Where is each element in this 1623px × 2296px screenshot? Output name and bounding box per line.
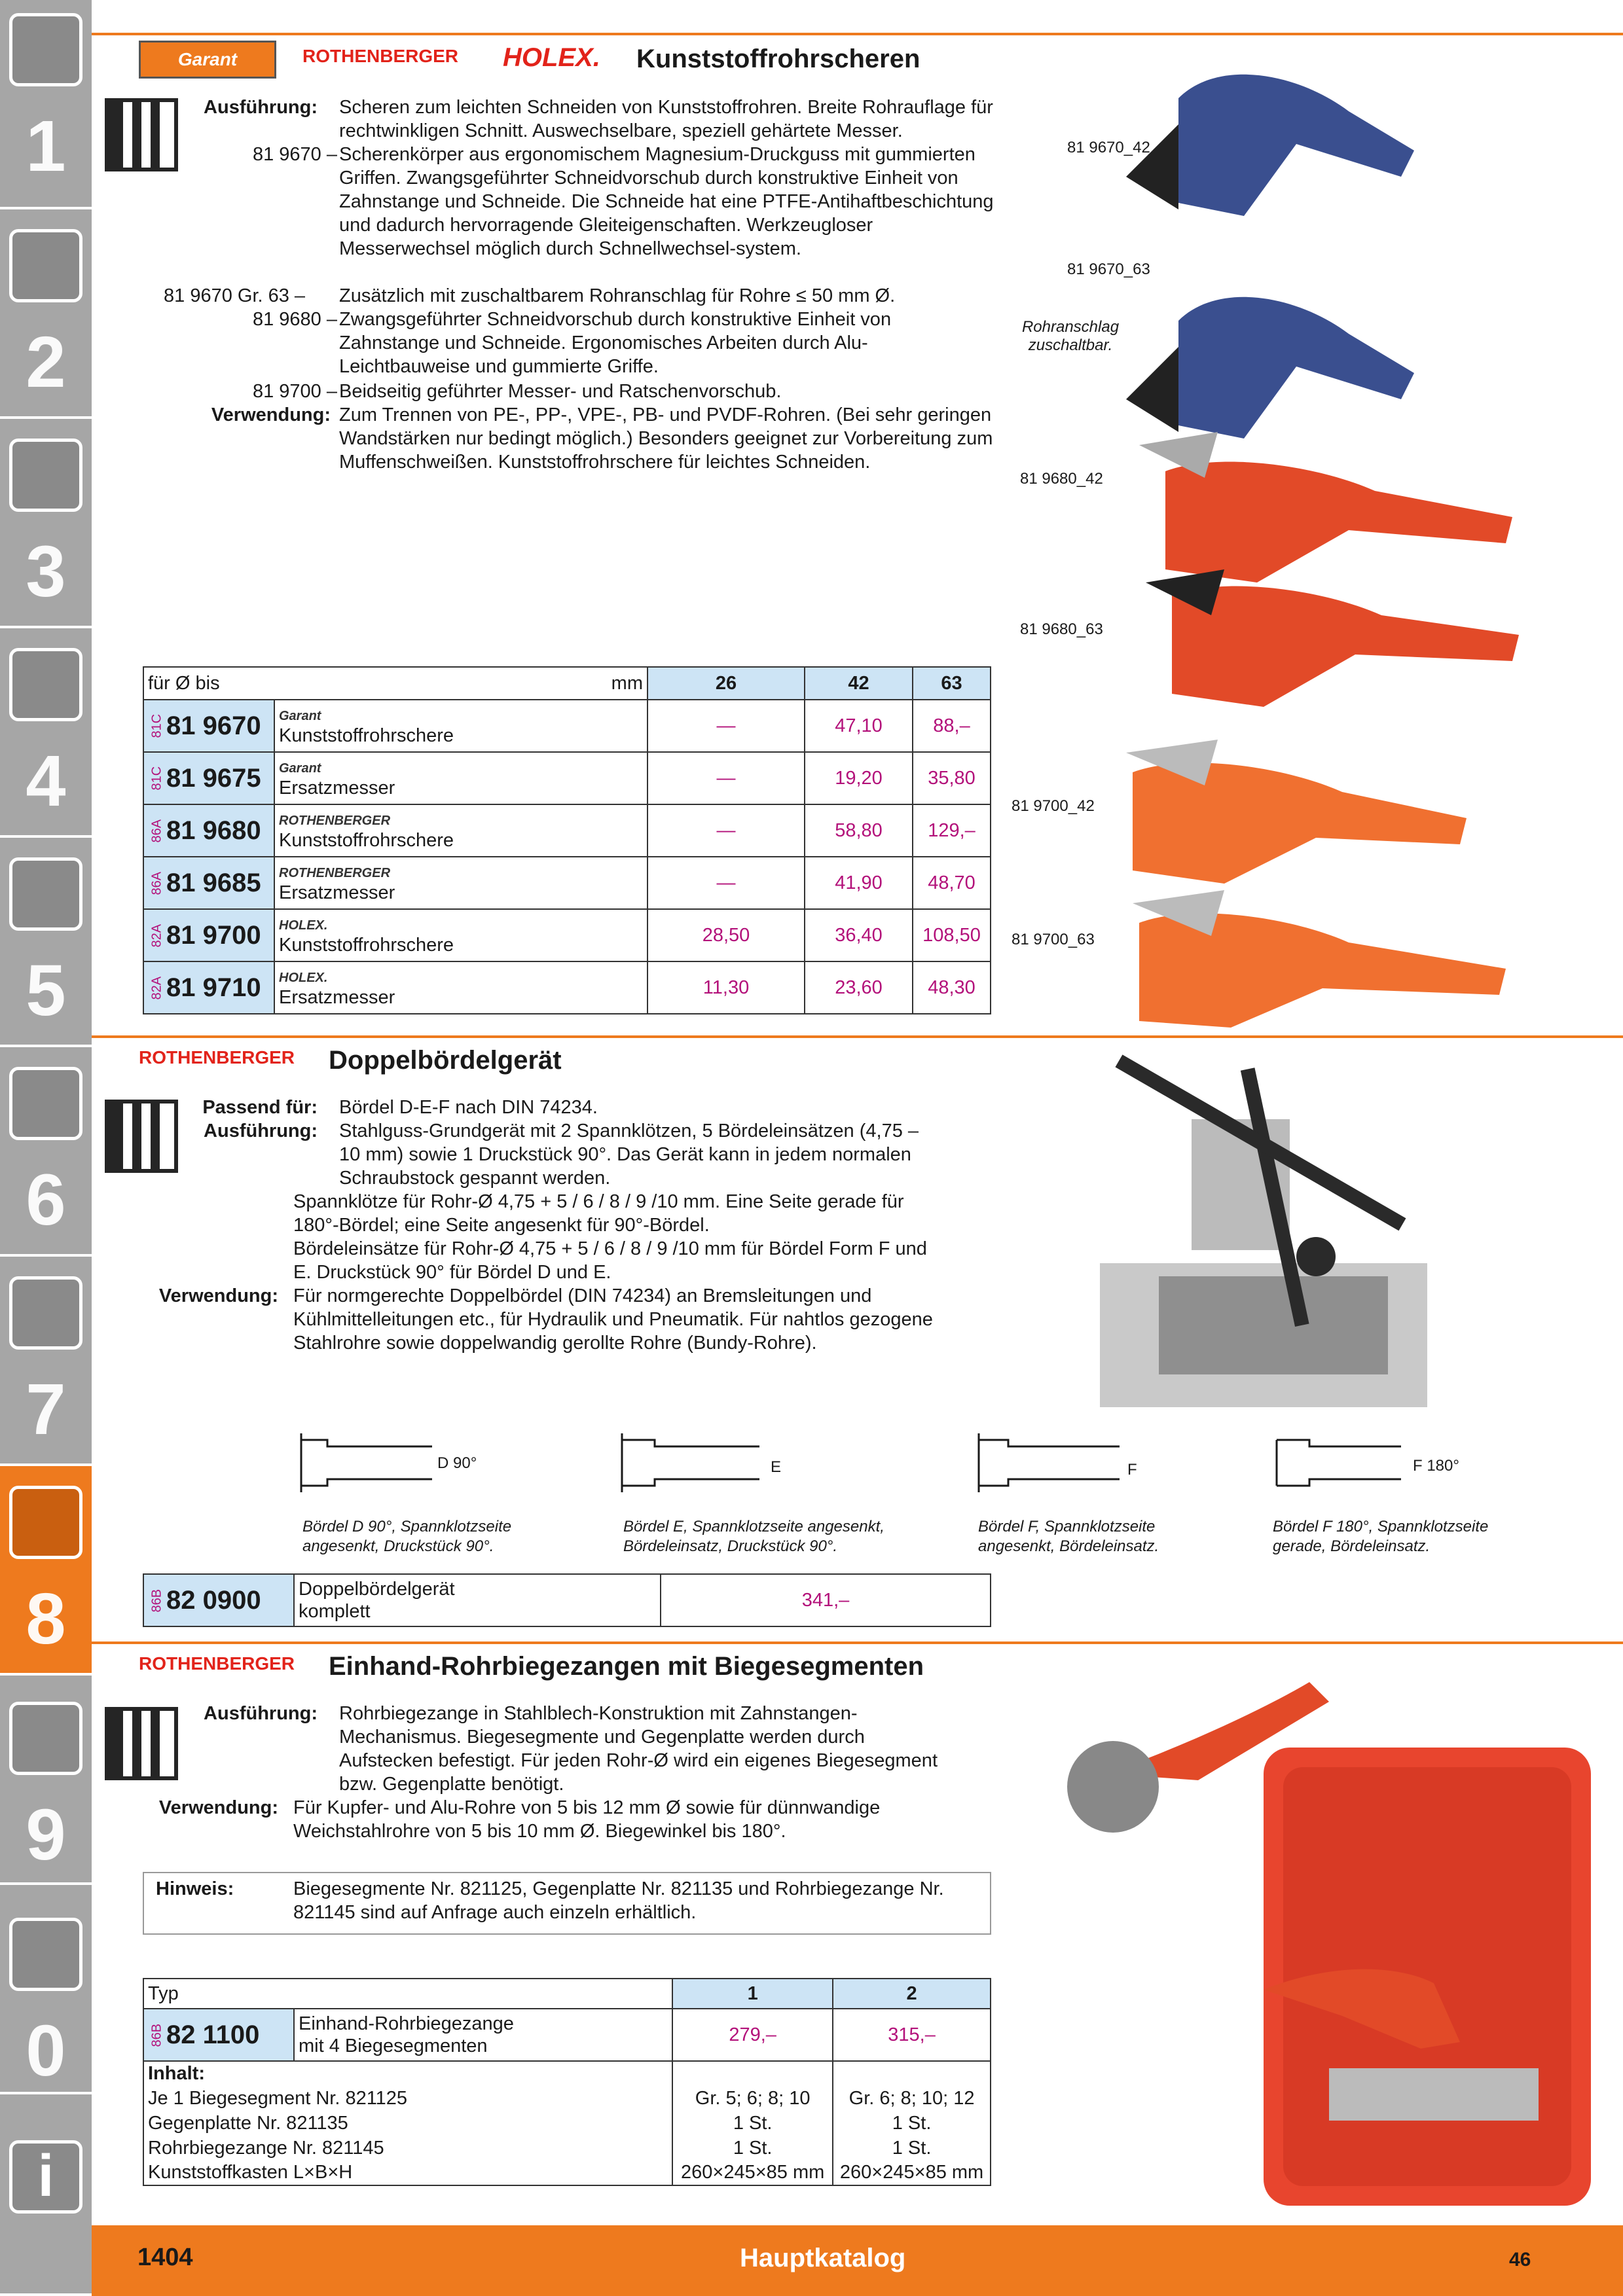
- name-line: Ersatzmesser: [279, 987, 395, 1008]
- flare-caption-f180: [1273, 1517, 1488, 1556]
- text-boerdeleinsaetze: Bördeleinsätze für Rohr-Ø 4,75 + 5 / 6 / 8 / 9 /10 mm für Bördel Form F und E. Druckstück 90° für Bördel D und E.: [293, 1238, 927, 1283]
- bender-price-table: [143, 1978, 991, 2186]
- contents-value: 1 St.: [672, 2136, 833, 2161]
- img-label-819680-63: 81 9680_63: [1020, 620, 1103, 638]
- price-group-tag: 82A: [149, 924, 164, 948]
- table-row[interactable]: [143, 752, 991, 804]
- price-cell: —: [647, 700, 805, 752]
- price-cell: 279,–: [672, 2009, 833, 2061]
- img-label-819700-63: 81 9700_63: [1012, 931, 1095, 948]
- price-cell: 129,–: [913, 804, 991, 857]
- caption-line: angesenkt, Druckstück 90°.: [302, 1537, 494, 1555]
- text-819700: Beidseitig geführter Messer- und Ratschenvorschub.: [339, 381, 782, 402]
- label-hinweis: Hinweis:: [156, 1878, 234, 1899]
- chapter-tab-6[interactable]: 6: [0, 1047, 92, 1257]
- img-label-819670-42: 81 9670_42: [1067, 139, 1150, 156]
- tool-holder-icon: [9, 439, 82, 512]
- empty-cell: [833, 2061, 991, 2086]
- text-hinweis: Biegesegmente Nr. 821125, Gegenplatte Nr. 821135 und Rohrbiegezange Nr. 821145 sind auf Anfrage auch einzeln erhältlich.: [293, 1878, 944, 1923]
- brand-logo: HOLEX.: [279, 971, 328, 985]
- article-number: 81 9710: [166, 973, 261, 1002]
- safety-goggles-icon: [9, 1918, 82, 1991]
- label-ausfuehrung: Ausführung:: [204, 97, 318, 118]
- name-line: Einhand-Rohrbiegezange: [299, 2013, 514, 2034]
- text-spannkloetze: Spannklötze für Rohr-Ø 4,75 + 5 / 6 / 8 / 9 /10 mm. Eine Seite gerade für 180°-Bördel; eine Seite angesenkt für 90°-Bördel.: [293, 1191, 904, 1236]
- garant-logo: Garant: [139, 41, 276, 79]
- price-cell: 341,–: [661, 1574, 991, 1626]
- name-line: Kunststoffrohrschere: [279, 830, 454, 851]
- article-name: [274, 804, 647, 857]
- brand-logo: ROTHENBERGER: [279, 866, 391, 880]
- brand-logo: HOLEX.: [279, 918, 328, 933]
- article-cell: [143, 752, 274, 804]
- brand-logo: Garant: [279, 761, 321, 776]
- text-passend: Bördel D-E-F nach DIN 74234.: [339, 1097, 598, 1118]
- label-verwendung: Verwendung:: [158, 1285, 278, 1306]
- label-verwendung: Verwendung:: [158, 1797, 278, 1818]
- name-line: Ersatzmesser: [279, 882, 395, 903]
- chapter-tab-1[interactable]: 1: [0, 0, 92, 209]
- price-cell: 48,30: [913, 961, 991, 1014]
- page-number: 1404: [137, 2244, 193, 2271]
- caption-line: gerade, Bördeleinsatz.: [1273, 1537, 1431, 1555]
- caption-line: Bördeleinsatz, Druckstück 90°.: [623, 1537, 838, 1555]
- article-cell: [143, 961, 274, 1014]
- holex-logo: HOLEX.: [503, 43, 600, 72]
- caption-line: Bördel F, Spannklotzseite: [978, 1518, 1156, 1535]
- text-819680: Zwangsgeführter Schneidvorschub durch konstruktive Einheit von Zahnstange und Schneide. Ergonomisches Arbeiten durch Alu-Leichtbauweise und gummierte Griffe.: [339, 309, 892, 377]
- flare-caption-d90: [302, 1517, 511, 1556]
- name-line: Kunststoffrohrschere: [279, 935, 454, 956]
- wrench-icon: [9, 1067, 82, 1140]
- section-rule-2: [92, 1035, 1623, 1038]
- name-line: Doppelbördelgerät: [299, 1579, 455, 1600]
- caption-line: Bördel D 90°, Spannklotzseite: [302, 1518, 512, 1535]
- insert-icon: [9, 229, 82, 302]
- label-819700: 81 9700 –: [252, 381, 337, 402]
- price-cell: 47,10: [805, 700, 913, 752]
- qr-code[interactable]: [105, 1100, 178, 1173]
- flaring-tool-photo: [1074, 1047, 1597, 1440]
- flare-label-d90: D 90°: [437, 1454, 477, 1472]
- flare-caption-f: [978, 1517, 1159, 1556]
- article-name: [274, 752, 647, 804]
- img-label-819700-42: 81 9700_42: [1012, 797, 1095, 815]
- chapter-tab-7[interactable]: 7: [0, 1257, 92, 1466]
- note-box: [143, 1872, 991, 1935]
- table-row[interactable]: [143, 804, 991, 857]
- contents-row: [143, 2111, 991, 2136]
- chapter-tab-3[interactable]: 3: [0, 419, 92, 628]
- contents-row: [143, 2086, 991, 2111]
- pliers-icon: [9, 1276, 82, 1350]
- workshop-tools-icon: [9, 1486, 82, 1559]
- caption-line: Bördel F 180°, Spannklotzseite: [1273, 1518, 1489, 1535]
- contents-key: Kunststoffkasten L×B×H: [143, 2161, 672, 2185]
- label-819670: 81 9670 –: [252, 144, 337, 165]
- chapter-tab-4[interactable]: 4: [0, 628, 92, 838]
- brand-logo: ROTHENBERGER: [279, 814, 391, 828]
- article-name: [294, 2009, 672, 2061]
- section-title-flaring: Doppelbördelgerät: [329, 1046, 562, 1075]
- contents-value: Gr. 6; 8; 10; 12: [833, 2086, 991, 2111]
- contents-heading: Inhalt:: [143, 2061, 672, 2086]
- text-ausfuehrung: Rohrbiegezange in Stahlblech-Konstruktion mit Zahnstangen-Mechanismus. Biegesegmente und Gegenplatte werden durch Aufstecken befestigt. Für jeden Rohr-Ø wird ein eigenes Biegesegment bzw. Gegenplatte benötigt.: [339, 1703, 938, 1795]
- label-819680: 81 9680 –: [252, 309, 337, 330]
- price-cell: 315,–: [833, 2009, 991, 2061]
- table-head-26: 26: [647, 667, 805, 700]
- scissors-price-table: [143, 666, 991, 1014]
- article-name: [274, 961, 647, 1014]
- name-line: Ersatzmesser: [279, 778, 395, 798]
- price-cell: 48,70: [913, 857, 991, 909]
- price-cell: 108,50: [913, 909, 991, 961]
- price-group-tag: 81C: [149, 766, 164, 791]
- label-passend: Passend für:: [202, 1097, 318, 1118]
- contents-value: 260×245×85 mm: [833, 2161, 991, 2185]
- section-title-bender: Einhand-Rohrbiegezangen mit Biegesegmenten: [329, 1652, 924, 1681]
- section-title-scissors: Kunststoffrohrscheren: [636, 45, 921, 73]
- caption-line: Bördel E, Spannklotzseite angesenkt,: [623, 1518, 884, 1535]
- price-cell: 88,–: [913, 700, 991, 752]
- price-cell: 35,80: [913, 752, 991, 804]
- caliper-icon: [9, 648, 82, 721]
- table-head-unit: mm: [274, 667, 647, 700]
- article-cell: [143, 700, 274, 752]
- chapter-tab-9[interactable]: 9: [0, 1676, 92, 1885]
- price-cell: 19,20: [805, 752, 913, 804]
- pdf-page-number: 46: [1509, 2249, 1531, 2270]
- chapter-tab-5[interactable]: 5: [0, 838, 92, 1047]
- chapter-tab-info[interactable]: [0, 2094, 92, 2296]
- price-cell: —: [647, 752, 805, 804]
- chapter-sidebar: [0, 0, 92, 2296]
- price-cell: 28,50: [647, 909, 805, 961]
- article-cell: [143, 857, 274, 909]
- contents-key: Je 1 Biegesegment Nr. 821125: [143, 2086, 672, 2111]
- price-cell: 23,60: [805, 961, 913, 1014]
- article-name: [274, 700, 647, 752]
- contents-value: 260×245×85 mm: [672, 2161, 833, 2185]
- contents-value: 1 St.: [833, 2136, 991, 2161]
- chapter-tab-8[interactable]: 8: [0, 1466, 92, 1676]
- table-head-1: 1: [672, 1979, 833, 2009]
- article-number: 81 9680: [166, 816, 261, 845]
- article-number: 81 9700: [166, 920, 261, 950]
- price-cell: 36,40: [805, 909, 913, 961]
- text-ausfuehrung: Scheren zum leichten Schneiden von Kunststoffrohren. Breite Rohrauflage für rechtwinkligen Schnitt. Auswechselbare, speziell gehärtete Messer.: [339, 97, 993, 141]
- article-name: [274, 909, 647, 961]
- pipe-bender-photo: [1002, 1676, 1604, 2219]
- article-name: [274, 857, 647, 909]
- article-number: 81 9670: [166, 711, 261, 740]
- table-row[interactable]: [143, 2009, 294, 2061]
- name-line: komplett: [299, 1601, 371, 1622]
- info-icon: i: [9, 2140, 82, 2214]
- chapter-tab-2[interactable]: 2: [0, 209, 92, 419]
- flare-caption-e: [623, 1517, 884, 1556]
- name-line: mit 4 Biegesegmenten: [299, 2036, 488, 2056]
- table-head-2: 2: [833, 1979, 991, 2009]
- contents-row: [143, 2136, 991, 2161]
- table-row[interactable]: [143, 909, 991, 961]
- table-row[interactable]: [143, 1574, 294, 1626]
- img-label-819680-42: 81 9680_42: [1020, 470, 1103, 488]
- flare-label-f180: F 180°: [1413, 1457, 1459, 1475]
- article-number: 82 0900: [166, 1585, 261, 1615]
- img-label-819670-63: 81 9670_63: [1067, 260, 1150, 278]
- brand-logo: Garant: [279, 709, 321, 723]
- section-rule-3: [92, 1641, 1623, 1644]
- drill-icon: [9, 13, 82, 86]
- rothenberger-logo: ROTHENBERGER: [139, 1047, 295, 1067]
- contents-value: 1 St.: [672, 2111, 833, 2136]
- text-verwendung: Für normgerechte Doppelbördel (DIN 74234) an Bremsleitungen und Kühlmittelleitungen etc., für Hydraulik und Pneumatik. Für nahtlos gezogene Stahlrohre sowie doppelwandig gerollte Rohre (Bundy-Rohre).: [293, 1285, 933, 1354]
- price-cell: 41,90: [805, 857, 913, 909]
- article-number: 82 1100: [166, 2020, 260, 2049]
- img-label-rohranschlag: Rohranschlag zuschaltbar.: [1021, 318, 1120, 354]
- table-head-63: 63: [913, 667, 991, 700]
- table-row[interactable]: [143, 857, 991, 909]
- price-group-tag: 86B: [149, 1589, 164, 1613]
- pipe-cutter-photos: [1008, 46, 1611, 1028]
- caption-line: angesenkt, Bördeleinsatz.: [978, 1537, 1159, 1555]
- contents-key: Rohrbiegezange Nr. 821145: [143, 2136, 672, 2161]
- price-group-tag: 81C: [149, 714, 164, 738]
- price-group-tag: 86A: [149, 872, 164, 895]
- article-number: 81 9685: [166, 868, 261, 897]
- label-ausfuehrung: Ausführung:: [204, 1703, 318, 1724]
- flare-label-e: E: [771, 1458, 782, 1476]
- text-verwendung: Zum Trennen von PE-, PP-, VPE-, PB- und PVDF-Rohren. (Bei sehr geringen Wandstärken nur bedingt möglich.) Besonders geeignet zur Vorbereitung zum Muffenschweißen. Kunststoffrohrschere für leichtes Schneiden.: [339, 404, 993, 473]
- qr-code[interactable]: [105, 98, 178, 171]
- contents-key: Gegenplatte Nr. 821135: [143, 2111, 672, 2136]
- flare-label-f: F: [1127, 1461, 1137, 1479]
- contents-value: Gr. 5; 6; 8; 10: [672, 2086, 833, 2111]
- flare-diagrams: [288, 1427, 1597, 1505]
- article-cell: [143, 804, 274, 857]
- label-819670-gr63: 81 9670 Gr. 63 –: [164, 285, 306, 306]
- contents-row: [143, 2161, 991, 2185]
- price-group-tag: 86B: [149, 2024, 164, 2047]
- price-cell: 58,80: [805, 804, 913, 857]
- catalog-name: Hauptkatalog: [740, 2244, 906, 2272]
- text-819670: Scherenkörper aus ergonomischem Magnesium-Druckguss mit gummierten Griffen. Zwangsgeführter Schneidvorschub durch konstruktive Einheit von Zahnstange und Schneide. Die Schneide hat eine PTFE-Antihaftbeschichtung und dadurch hervorragende Gleiteigenschaften. Werkzeugloser Messerwechsel möglich durch Schnellwechsel-system.: [339, 144, 994, 259]
- flaring-price-table: [143, 1573, 991, 1627]
- rothenberger-logo: ROTHENBERGER: [302, 46, 459, 66]
- text-verwendung: Für Kupfer- und Alu-Rohre von 5 bis 12 mm Ø sowie für dünnwandige Weichstahlrohre von 5 bis 10 mm Ø. Biegewinkel bis 180°.: [293, 1797, 881, 1842]
- article-number: 81 9675: [166, 763, 261, 793]
- price-group-tag: 82A: [149, 977, 164, 1000]
- table-head-42: 42: [805, 667, 913, 700]
- table-head-fuer: für Ø bis: [143, 667, 274, 700]
- chapter-tab-0[interactable]: 0: [0, 1885, 92, 2094]
- grinding-disc-icon: [9, 857, 82, 931]
- rothenberger-logo: ROTHENBERGER: [139, 1653, 295, 1674]
- price-cell: 11,30: [647, 961, 805, 1014]
- table-row[interactable]: [143, 961, 991, 1014]
- price-group-tag: 86A: [149, 819, 164, 843]
- article-cell: [143, 909, 274, 961]
- contents-value: 1 St.: [833, 2111, 991, 2136]
- price-cell: —: [647, 857, 805, 909]
- text-ausfuehrung: Stahlguss-Grundgerät mit 2 Spannklötzen, 5 Bördeleinsätzen (4,75 – 10 mm) sowie 1 Druckstück 90°. Das Gerät kann in jedem normalen Schraubstock gespannt werden.: [339, 1121, 919, 1189]
- price-cell: —: [647, 804, 805, 857]
- header-rule: [92, 33, 1623, 35]
- cabinet-icon: [9, 1702, 82, 1775]
- empty-cell: [672, 2061, 833, 2086]
- text-819670-gr63: Zusätzlich mit zuschaltbarem Rohranschlag für Rohre ≤ 50 mm Ø.: [339, 285, 896, 306]
- qr-code[interactable]: [105, 1707, 178, 1780]
- name-line: Kunststoffrohrschere: [279, 725, 454, 746]
- table-head-typ: Typ: [143, 1979, 672, 2009]
- article-name: [294, 1574, 661, 1626]
- label-verwendung: Verwendung:: [211, 404, 331, 425]
- label-ausfuehrung: Ausführung:: [204, 1121, 318, 1141]
- table-row[interactable]: [143, 700, 991, 752]
